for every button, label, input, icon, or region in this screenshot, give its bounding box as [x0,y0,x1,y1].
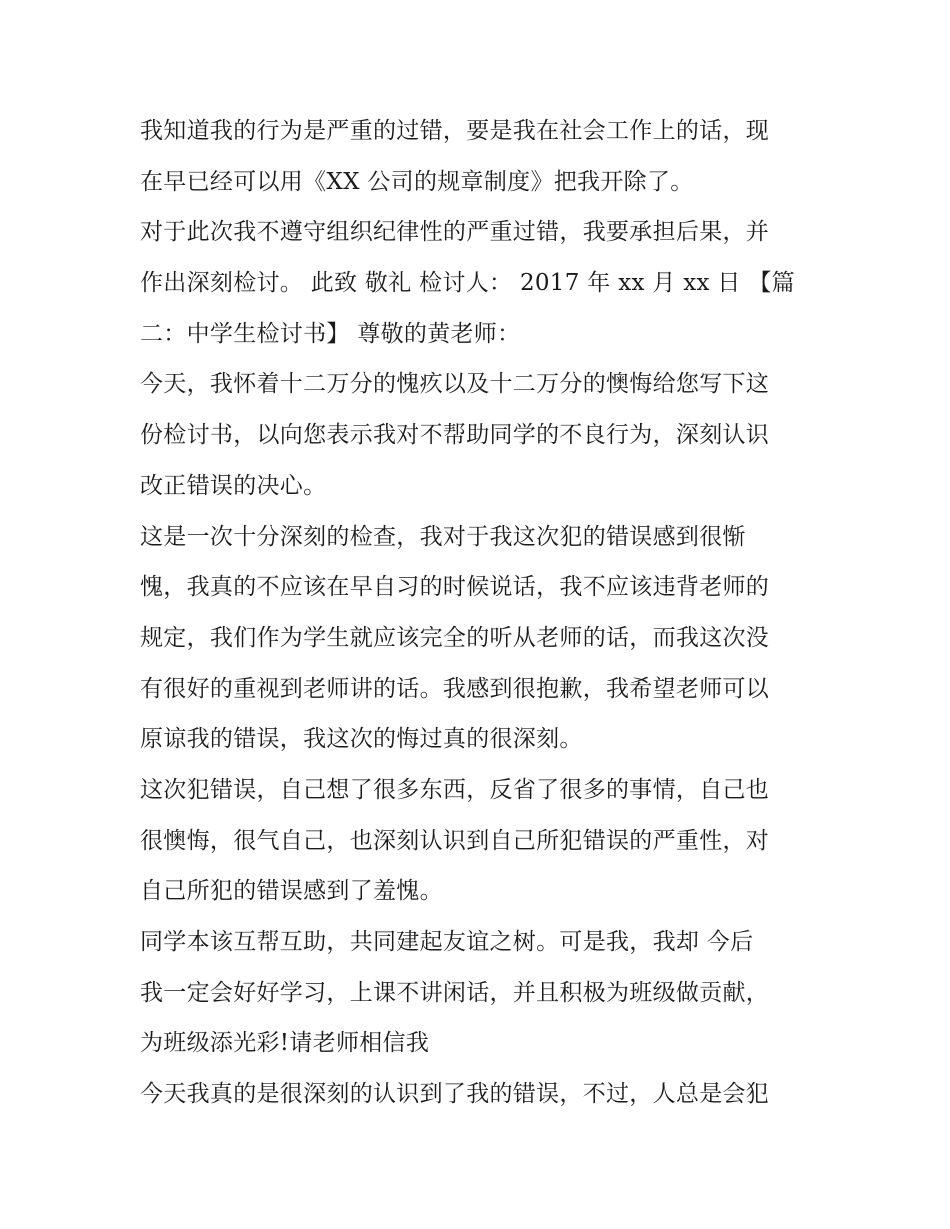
text-line: 同学本该互帮互助，共同建起友谊之树。可是我，我却 今后 [140,929,754,955]
text-line: 份检讨书，以向您表示我对不帮助同学的不良行为，深刻认识 [140,422,770,449]
document-body [140,106,816,1120]
text-line: 很懊悔，很气自己，也深刻认识到自己所犯错误的严重性，对 [140,827,770,854]
text-line: 自己所犯的错误感到了羞愧。 [140,878,443,905]
text-line: 在早已经可以用《XX 公司的规章制度》把我开除了。 [140,168,694,195]
text-line: 改正错误的决心。 [140,472,327,499]
text-line: 这是一次十分深刻的检查，我对于我这次犯的错误感到很惭 [140,523,746,550]
text-line: 今天我真的是很深刻的认识到了我的错误，不过，人总是会犯 [140,1081,770,1108]
text-line: 二：中学生检讨书】 尊敬的黄老师： [140,320,521,347]
text-line: 有很好的重视到老师讲的话。我感到很抱歉，我希望老师可以 [140,675,770,702]
text-line: 规定，我们作为学生就应该完全的听从老师的话，而我这次没 [140,624,770,651]
text-line: 我知道我的行为是严重的过错，要是我在社会工作上的话，现 [140,118,770,144]
text-line: 作出深刻检讨。 此致 敬礼 检讨人： 2017 年 xx 月 xx 日 【篇 [140,270,795,297]
text-line: 原谅我的错误，我这次的悔过真的很深刻。 [140,726,583,753]
text-line: 为班级添光彩!请老师相信我 [140,1030,430,1057]
text-line: 愧，我真的不应该在早自习的时候说话，我不应该违背老师的 [140,574,770,601]
text-line: 这次犯错误，自己想了很多东西，反省了很多的事情，自己也 [140,776,770,803]
text-line: 对于此次我不遵守组织纪律性的严重过错，我要承担后果，并 [140,219,770,246]
text-line: 今天，我怀着十二万分的愧疚以及十二万分的懊悔给您写下这 [140,371,770,398]
text-line: 我一定会好好学习，上课不讲闲话，并且积极为班级做贡献， [140,979,770,1006]
